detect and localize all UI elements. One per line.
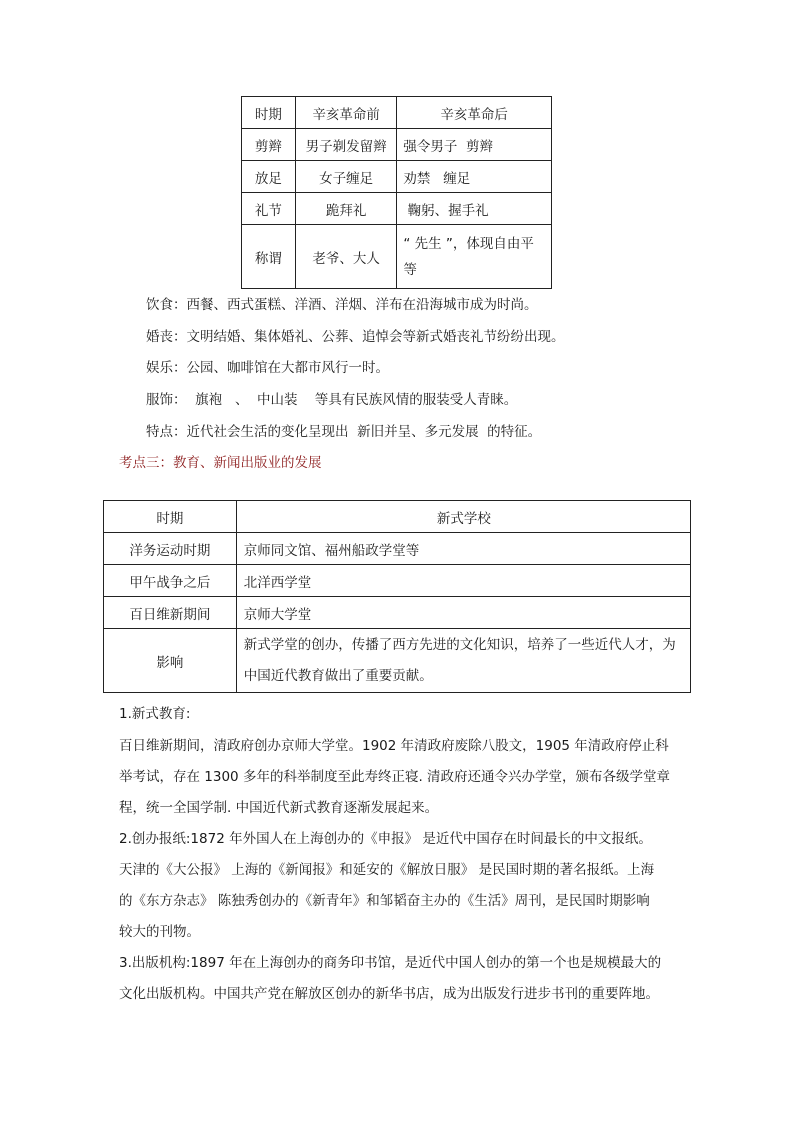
table-header-cell: 时期 [242, 97, 296, 129]
paragraph-line: 文化出版机构。中国共产党在解放区创办的新华书店，成为出版发行进步书刊的重要阵地。 [119, 986, 659, 1002]
table-row [104, 565, 691, 597]
table-cell: 京师同文馆、福州船政学堂等 [236, 533, 690, 565]
paragraph-line: 2.创办报纸:1872 年外国人在上海创办的《申报》 是近代中国存在时间最长的中文报纸。 [119, 831, 652, 847]
table-cell: 百日维新期间 [104, 597, 237, 629]
table-cell: 女子缠足 [295, 161, 397, 193]
table-cell: 京师大学堂 [236, 597, 690, 629]
table-cell: 鞠躬、握手礼 [397, 193, 552, 225]
section-heading: 考点三：教育、新闻出版业的发展 [119, 455, 322, 471]
table-row [104, 597, 691, 629]
table-header-row [104, 501, 691, 533]
life-clothing-line: 服饰： 旗袍 、 中山装 等具有民族风情的服装受人青睐。 [146, 392, 518, 408]
table-cell: 剪辫 [242, 129, 296, 161]
table-cell: 礼节 [242, 193, 296, 225]
paragraph-line: 程，统一全国学制. 中国近代新式教育逐渐发展起来。 [119, 800, 439, 816]
table-cell: 北洋西学堂 [236, 565, 690, 597]
table-header-cell: 新式学校 [236, 501, 690, 533]
paragraph-title: 1.新式教育: [119, 706, 191, 722]
life-diet-line: 饮食：西餐、西式蛋糕、洋酒、洋烟、洋布在沿海城市成为时尚。 [146, 297, 538, 313]
table-row [242, 161, 552, 193]
table-cell: 跪拜礼 [295, 193, 397, 225]
table-row [242, 129, 552, 161]
paragraph-line: 的《东方杂志》 陈独秀创办的《新青年》和邹韬奋主办的《生活》周刊，是民国时期影响 [119, 893, 650, 909]
table-cell: 强令男子 剪辫 [397, 129, 552, 161]
table-row [104, 629, 691, 693]
paragraph-line: 举考试，存在 1300 多年的科举制度至此寿终正寝. 清政府还通令兴办学堂，颁布各级学堂章 [119, 769, 671, 785]
table-row [242, 193, 552, 225]
table-header-row [242, 97, 552, 129]
table-row [104, 533, 691, 565]
table-cell: 放足 [242, 161, 296, 193]
customs-table [241, 96, 552, 289]
life-entertainment-line: 娱乐：公园、咖啡馆在大都市风行一时。 [146, 360, 389, 376]
table-cell: 老爷、大人 [295, 225, 397, 289]
life-features-line: 特点：近代社会生活的变化呈现出 新旧并呈、多元发展 的特征。 [146, 424, 542, 440]
schools-table [103, 500, 691, 693]
table-cell: 男子剃发留辫 [295, 129, 397, 161]
paragraph-line: 较大的刊物。 [119, 924, 200, 940]
paragraph-line: 百日维新期间，清政府创办京师大学堂。1902 年清政府废除八股文，1905 年清政府停止科 [119, 738, 669, 754]
table-cell: 影响 [104, 629, 237, 693]
table-row [242, 225, 552, 289]
life-funeral-line: 婚丧：文明结婚、集体婚礼、公葬、追悼会等新式婚丧礼节纷纷出现。 [146, 329, 565, 345]
table-header-cell: 辛亥革命前 [295, 97, 397, 129]
table-cell: 洋务运动时期 [104, 533, 237, 565]
table-cell: 新式学堂的创办，传播了西方先进的文化知识，培养了一些近代人才，为中国近代教育做出了重要贡献。 [236, 629, 690, 693]
paragraph-line: 天津的《大公报》 上海的《新闻报》和延安的《解放日服》 是民国时期的著名报纸。上海 [119, 862, 655, 878]
table-cell: 甲午战争之后 [104, 565, 237, 597]
table-header-cell: 时期 [104, 501, 237, 533]
table-cell: 劝禁 缠足 [397, 161, 552, 193]
table-cell: 称谓 [242, 225, 296, 289]
table-header-cell: 辛亥革命后 [397, 97, 552, 129]
paragraph-line: 3.出版机构:1897 年在上海创办的商务印书馆，是近代中国人创办的第一个也是规模最大的 [119, 955, 662, 971]
table-cell: “ 先生 ”，体现自由平等 [397, 225, 552, 289]
